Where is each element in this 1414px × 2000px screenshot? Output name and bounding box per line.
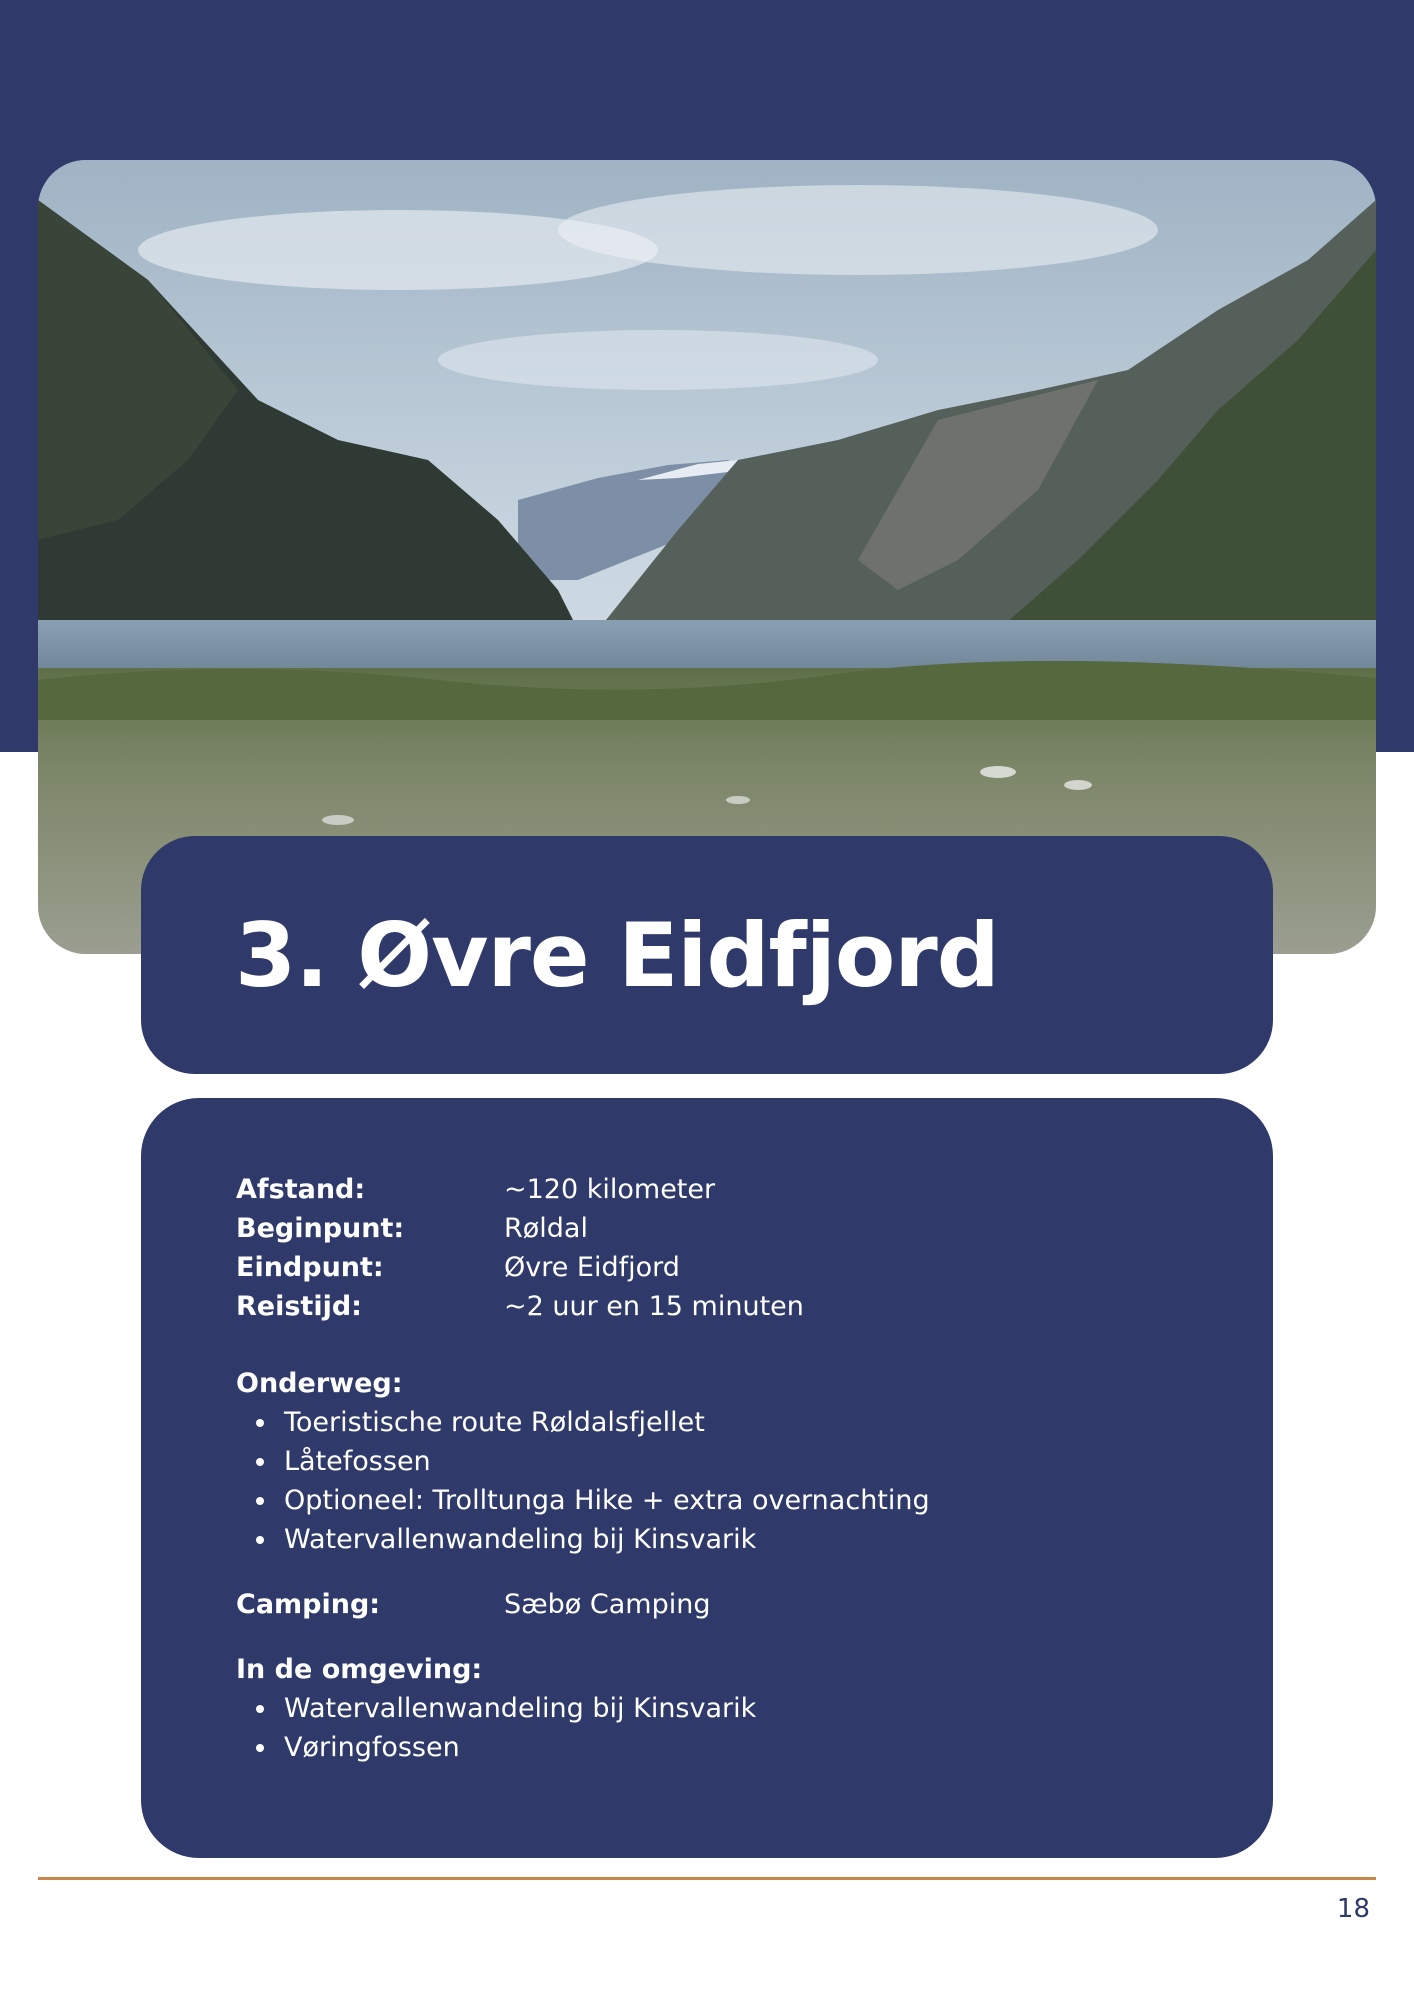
page-number: 18 (1336, 1894, 1370, 1924)
detail-label: Eindpunt: (236, 1252, 384, 1283)
onderweg-list (236, 1403, 1196, 1559)
fjord-photo (38, 160, 1376, 954)
detail-label: Beginpunt: (236, 1213, 405, 1244)
detail-row-beginpunt (236, 1209, 1196, 1248)
omgeving-list (236, 1689, 1196, 1767)
detail-label: Afstand: (236, 1174, 366, 1205)
detail-value: Røldal (504, 1213, 588, 1244)
detail-value: Øvre Eidfjord (504, 1252, 680, 1283)
detail-row-reistijd (236, 1287, 1196, 1326)
camping-value: Sæbø Camping (504, 1589, 711, 1620)
camping-row (236, 1585, 1196, 1624)
detail-row-eindpunt (236, 1248, 1196, 1287)
detail-label: Reistijd: (236, 1291, 362, 1322)
list-item: Watervallenwandeling bij Kinsvarik (284, 1520, 1196, 1559)
list-item: Vøringfossen (284, 1728, 1196, 1767)
list-item: Watervallenwandeling bij Kinsvarik (284, 1689, 1196, 1728)
list-item: Optioneel: Trolltunga Hike + extra overnachting (284, 1481, 1196, 1520)
detail-value: ~120 kilometer (504, 1174, 716, 1205)
list-item: Toeristische route Røldalsfjellet (284, 1403, 1196, 1442)
detail-value: ~2 uur en 15 minuten (504, 1291, 804, 1322)
detail-row-afstand (236, 1170, 1196, 1209)
camping-label: Camping: (236, 1589, 381, 1620)
list-item: Låtefossen (284, 1442, 1196, 1481)
info-content (236, 1170, 1196, 1767)
footer-divider (38, 1877, 1376, 1880)
page-title: 3. Øvre Eidfjord (235, 904, 999, 1007)
omgeving-heading: In de omgeving: (236, 1654, 483, 1685)
onderweg-heading: Onderweg: (236, 1368, 403, 1399)
info-card (141, 1098, 1273, 1858)
title-card (141, 836, 1273, 1074)
